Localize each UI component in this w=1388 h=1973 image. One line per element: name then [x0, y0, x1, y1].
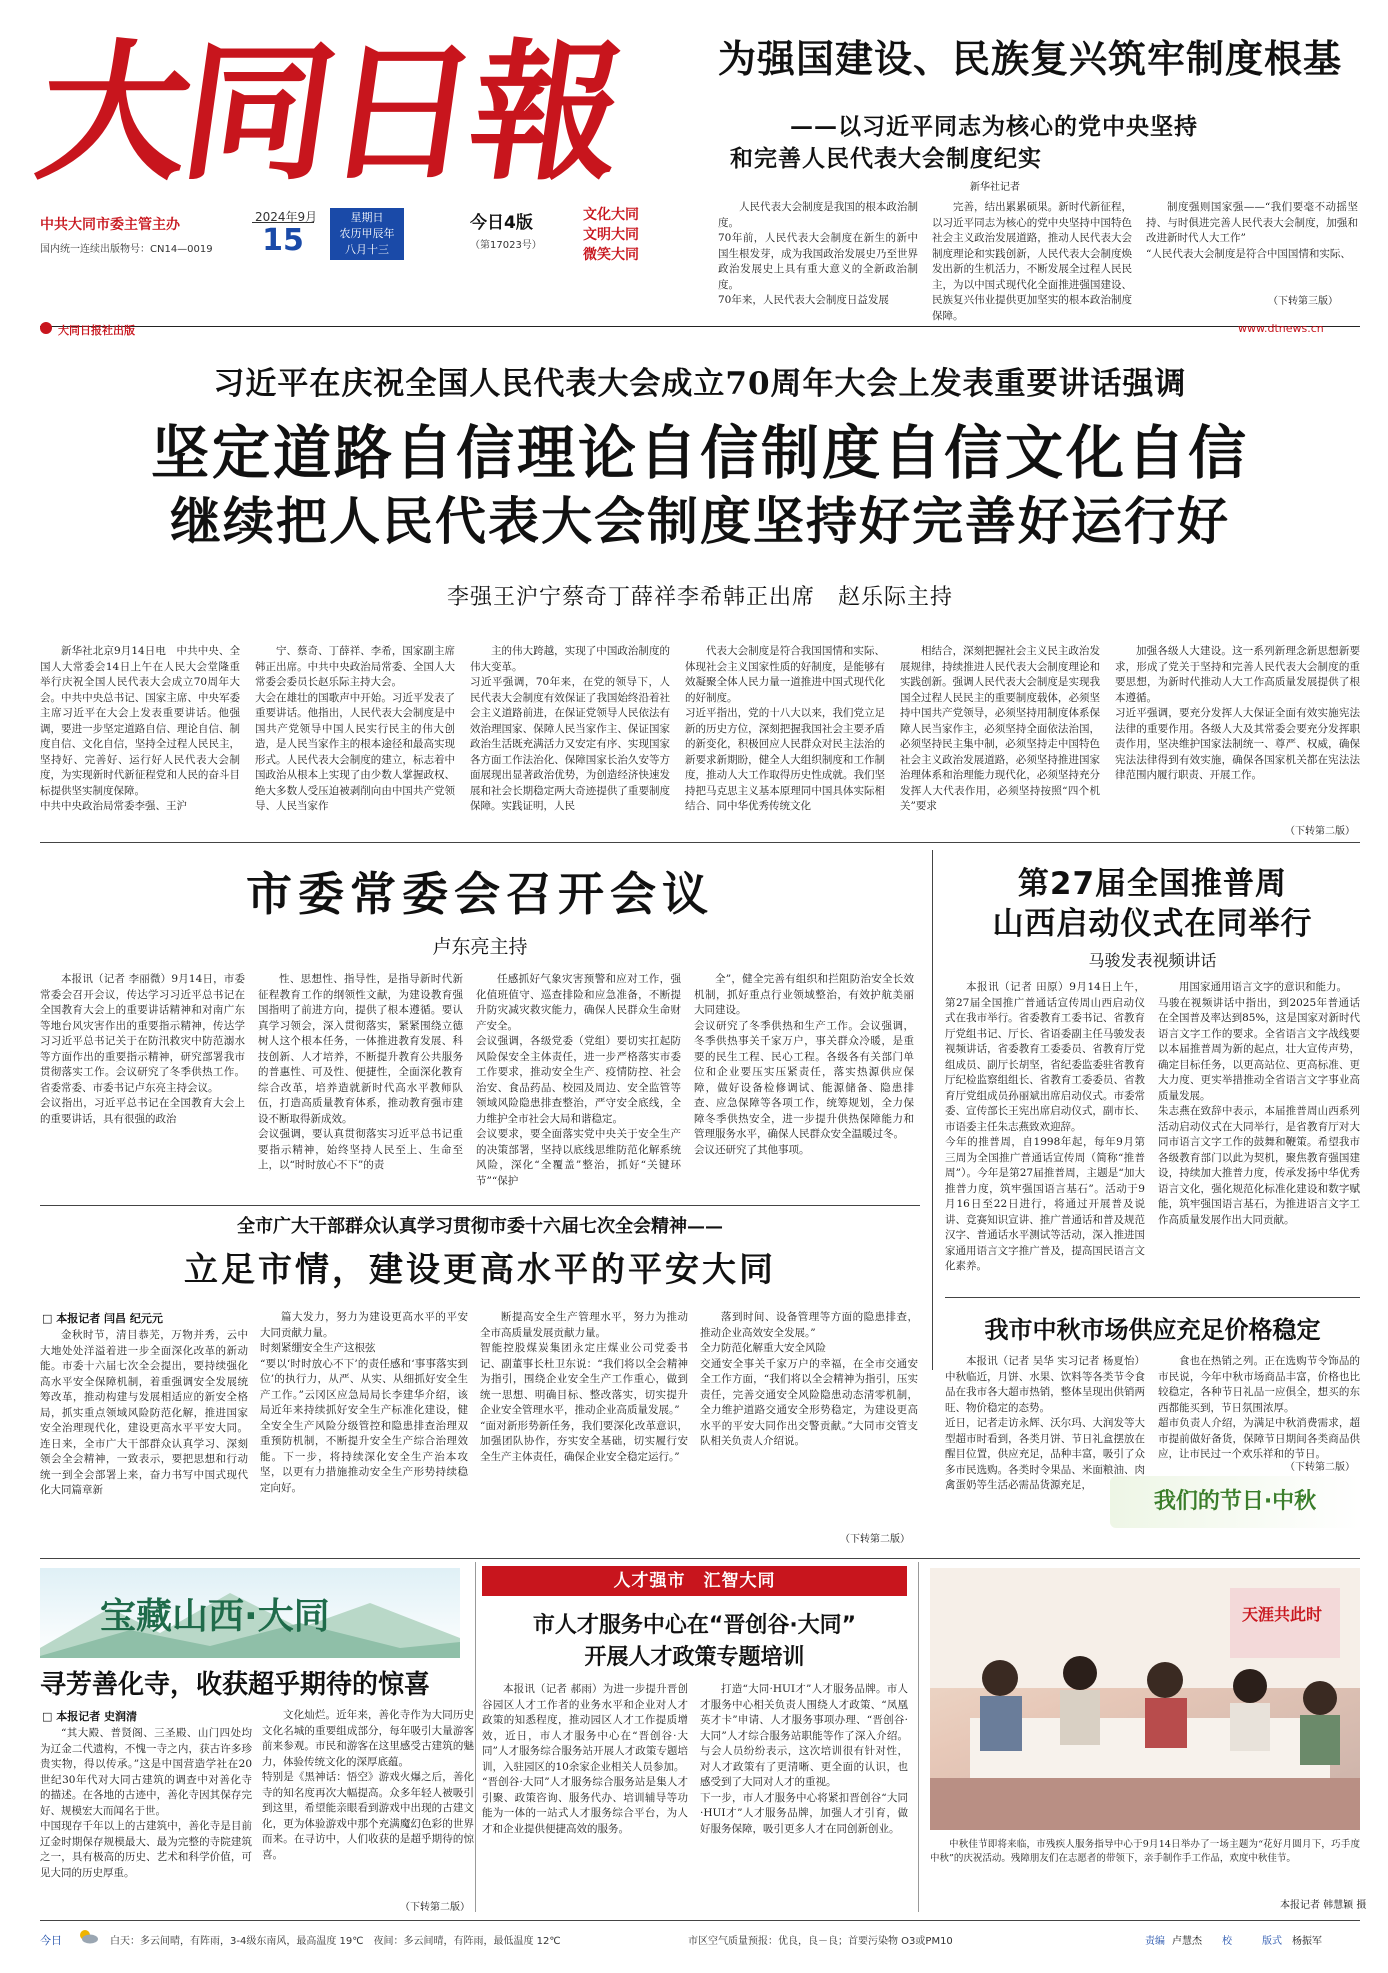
- safety-jump: （下转第二版）: [840, 1534, 910, 1545]
- committee-col1: [40, 972, 245, 1197]
- footer-design-label: 版式: [1262, 1936, 1282, 1947]
- safety-col2-text: 篇大发力，努力为建设更高水平的平安大同贡献力量。 时刻紧绷安全生产这根弦 “要以‘时时放心不下’的责任感和‘事事落实到位’的执行力，从严、从实、从细抓好安全生产工作。”云冈区应急局局长李建华介绍，该局近年来持续抓好安全生产标准化建设，健全安全生产风险分级管控和隐患排查治理双重预防机制，不断提升安全生产综合治理效能。下一步，将持续深化安全生产治本攻坚，以更有力措施推动安全生产形势持续稳定向好。: [260, 1311, 468, 1494]
- person-head: [982, 1660, 1018, 1696]
- treasure-banner-text: 宝藏山西·大同: [100, 1596, 330, 1637]
- press-name: 大同日报社出版: [58, 324, 135, 337]
- person-head: [1147, 1662, 1183, 1698]
- top-story-subtitle-2: 和完善人民代表大会制度纪实: [730, 145, 1042, 172]
- person-body: [980, 1696, 1022, 1751]
- lead-col1-text: 新华社北京9月14日电 中共中央、全国人大常委会14日上午在人民大会堂隆重举行庆祝全国人民代表大会成立70周年大会。中共中央总书记、国家主席、中央军委主席习近平在大会上发表重要讲话。他强调，要进一步坚定道路自信、理论自信、制度自信、文化自信，坚持全过程人民民主，坚持好、完善好、运行好人民代表大会制度，为实现新时代新征程党和人民的奋斗目标提供坚实制度保障。 中共中央政治局常委李强、王沪: [40, 645, 240, 812]
- committee-col4: [694, 972, 914, 1197]
- treasure-byline: □ 本报记者 史润清: [42, 1710, 138, 1723]
- safety-col4: [700, 1310, 918, 1530]
- safety-col1-text: 金秋时节，清目恭芜，万物并秀，云中大地处处洋溢着进一步全面深化改革的新动能。市委十六届七次全会提出，要持续强化高水平安全保障机制，着重强调安全发展统筹改革，推动构建与发展相适应的新安全格局，抓实重点领域风险防范化解，推进国家安全治理现代化，建设更高水平平安大同。连日来，全市广大干部群众认真学习、深刻领会全会精神，一致表示，要把思想和行动统一到全会部署上来，奋力书写中国式现代化大同篇章新: [40, 1329, 248, 1496]
- lead-headline-2: 继续把人民代表大会制度坚持好完善好运行好: [169, 493, 1230, 552]
- person-body: [1230, 1703, 1270, 1751]
- treasure-banner: [40, 1568, 460, 1658]
- weekday: 星期日: [350, 211, 384, 224]
- person-body: [1145, 1698, 1187, 1748]
- treasure-col1: [40, 1726, 252, 1911]
- mid-autumn-col2: [1158, 1354, 1360, 1460]
- committee-title: 市委常委会召开会议: [246, 867, 714, 921]
- talent-col2: [700, 1682, 908, 1904]
- date-box: [252, 222, 314, 259]
- lead-jump: （下转第二版）: [1285, 826, 1355, 837]
- lead-kicker: 习近平在庆祝全国人民代表大会成立70周年大会上发表重要讲话强调: [213, 366, 1187, 402]
- talent-col2-text: 打造“大同·HUI才”人才服务品牌。市人才服务中心相关负责人围绕人才政策、“凤凰英才卡”申请、人才服务事项办理、“晋创谷·大同”人才综合服务站职能等作了深入介绍。与会人员纷纷表示，这次培训很有针对性，对人才政策有了更清晰、更全面的认识，也感受到了大同对人才的重视。 下一步，市人才服务中心将紧扣晋创谷“大同·HUI才”人才服务品牌，加强人才引育，做好服务保障，吸引更多人才在同创新创业。: [700, 1683, 908, 1835]
- committee-subtitle: 卢东亮主持: [432, 936, 528, 958]
- lead-attendees: 李强王沪宁蔡奇丁薛祥李希韩正出席 赵乐际主持: [446, 585, 953, 610]
- putonghua-subtitle: 马骏发表视频讲话: [1088, 951, 1217, 970]
- top-story-title: 为强国建设、民族复兴筑牢制度根基: [718, 36, 1343, 81]
- slogan-culture: 文化大同: [583, 207, 639, 223]
- lunar-day: 八月十三: [345, 243, 389, 256]
- photo-caption: [930, 1838, 1360, 1896]
- top-story-col1: [718, 200, 918, 305]
- top-story-col1-text: 人民代表大会制度是我国的根本政治制度。 70年前，人民代表大会制度在新生的新中国生根发芽，成为我国政治发展史乃至世界政治发展史上具有重大意义的全新政治制度。 70年来，人民代表大会制度日益发展: [718, 201, 918, 306]
- safety-col1: [40, 1328, 248, 1543]
- publisher: 中共大同市委主管主办: [40, 217, 180, 233]
- press-logo-icon: [40, 322, 52, 334]
- top-story-col2-text: 完善，结出累累硕果。新时代新征程，以习近平同志为核心的党中央坚持中国特色社会主义政治发展道路，推动人民代表大会制度理论和实践创新，人民代表大会制度焕发出新的生机活力，不断发展全过程人民民主，为以中国式现代化全面推进强国建设、民族复兴伟业提供更加坚实的根本政治制度保障。: [932, 201, 1132, 322]
- footer-design: 杨振军: [1292, 1936, 1322, 1947]
- talent-title-2: 开展人才政策专题培训: [584, 1645, 805, 1670]
- weekday-box: [330, 208, 404, 260]
- person-head: [1303, 1681, 1337, 1715]
- safety-col2: [260, 1310, 468, 1543]
- treasure-col1-text: “其大殿、普贤阁、三圣殿、山门四处均为辽金二代遗构，不愧一寺之内，获古许多珍贵实物，得以传承。”这是中国营造学社在20世纪30年代对大同古建筑的调查中对善化寺的描述。在各地的古迹中，善化寺因其保存完好、规模宏大而闻名于世。 中国现存千年以上的古建筑中，善化寺是目前辽金时期保存规模最大、最为完整的寺院建筑之一，具有极高的历史、艺术和科学价值，可见大同的历史厚重。: [40, 1727, 252, 1879]
- cloud-sun-icon: [78, 1928, 98, 1944]
- mid-autumn-jump: （下转第二版）: [1285, 1462, 1355, 1473]
- footer-weather: 白天：多云间晴，有阵雨，3-4级东南风，最高温度 19℃ 夜间：多云间晴，有阵雨，最低温度 12℃: [110, 1936, 561, 1947]
- slogan-civilized: 文明大同: [583, 227, 639, 243]
- top-story-byline: 新华社记者: [970, 182, 1020, 193]
- person-body: [1060, 1690, 1100, 1745]
- lead-col5-text: 相结合，深刻把握社会主义民主政治发展规律，持续推进人民代表大会制度理论和实践创新。强调人民代表大会制度是实现我国全过程人民民主的重要制度载体，必须坚持中国共产党领导，必须坚持用制度体系保障人民当家作主，必须坚持全面依法治国，必须坚持民主集中制，必须坚持走中国特色社会主义政治发展道路，必须坚持推进国家治理体系和治理能力现代化，必须坚持充分发挥人大代表作用，必须坚持按照“四个机关”要求: [900, 645, 1100, 812]
- person-head: [1063, 1656, 1097, 1690]
- treasure-jump: （下转第二版）: [400, 1902, 470, 1913]
- mid-autumn-badge-text: 我们的节日·中秋: [1153, 1489, 1317, 1514]
- safety-byline: □ 本报记者 闫昌 纪元元: [42, 1312, 163, 1325]
- footer-today: 今日: [40, 1934, 62, 1947]
- committee-col1-text: 本报讯（记者 李丽微）9月14日，市委常委会召开会议，传达学习习近平总书记在全国教育大会上的重要讲话精神和对南广东等地台风灾害作出的重要指示精神，传达学习习近平总书记关于在防汛救灾中防范溺水等方面作出的重要指示精神，研究部署我市贯彻落实工作。会议研究了冬季供热工作。省委常委、市委书记卢东亮主持会议。 会议指出，习近平总书记在全国教育大会上的重要讲话，具有很强的政治: [40, 973, 245, 1125]
- event-photo: [930, 1568, 1360, 1830]
- footer-editor-label: 责编: [1145, 1936, 1165, 1947]
- top-story-col3: [1146, 200, 1358, 292]
- photo-caption-text: 中秋佳节即将来临，市残疾人服务指导中心于9月14日举办了一场主题为“花好月圆月下，巧手度中秋”的庆祝活动。残障朋友们在志愿者的带领下，亲手制作手工作品，欢度中秋佳节。: [930, 1839, 1360, 1864]
- lead-col1: [40, 644, 240, 834]
- photo-banner-text: 天涯共此时: [1242, 1605, 1323, 1624]
- lead-headline-1: 坚定道路自信理论自信制度自信文化自信: [150, 419, 1249, 487]
- lead-col4-text: 代表大会制度是符合我国国情和实际、体现社会主义国家性质的好制度，是能够有效凝聚全体人民力量一道推进中国式现代化的好制度。 习近平指出，党的十八大以来，我们党立足新的历史方位，深刻把握我国社会主要矛盾的新变化，积极回应人民群众对民主法治的新要求新期盼，健全人大组织制度和工作制度，推动人大工作取得历史性成就。我们坚持把马克思主义基本原理同中国具体实际相结合、同中华优秀传统文化: [685, 645, 885, 812]
- committee-col4-text: 全”，健全完善有组织和拦阻防治安全长效机制，抓好重点行业领域整治，有效护航美丽大同建设。 会议研究了冬季供热和生产工作。会议强调，冬季供热事关千家万户，事关群众冷暖，是重要的民生工程、民心工程。各级各有关部门单位和企业要压实压紧责任，落实热源供应保障，做好设备检修调试、能源储备、隐患排查、应急保障等各项工作，统筹规划，全力保障冬季供热安全，进一步提升供热保障能力和管理服务水平，确保人民群众安全温暖过冬。 会议还研究了其他事项。: [694, 973, 914, 1156]
- slogan-smile: 微笑大同: [583, 247, 639, 263]
- footer-editor: 卢慧杰: [1172, 1936, 1202, 1947]
- safety-col4-text: 落到时间、设备管理等方面的隐患排查，推动企业高效安全发展。” 全力防范化解重大安全风险 交通安全事关千家万户的幸福，在全市交通安全工作方面，“我们将以全会精神为指引，压实责任，完善交通安全风险隐患动态清零机制，全力维护道路交通安全形势稳定，为建设更高水平的平安大同作出交警贡献。”大同市交管支队相关负责人介绍说。: [700, 1311, 918, 1447]
- issue-date-ym: 2024年9月: [255, 210, 318, 224]
- putonghua-title-2: 山西启动仪式在同举行: [992, 906, 1313, 942]
- talent-col1-text: 本报讯（记者 郝雨）为进一步提升晋创谷园区人才工作者的业务水平和企业对人才政策的知悉程度，推动园区人才工作提质增效，近日，市人才服务中心在“晋创谷·大同”人才服务综合服务站开展人才政策专题培训，入驻园区的10余家企业相关人员参加。 “晋创谷·大同”人才服务综合服务站是集人才引聚、政策咨询、服务代办、培训辅导等功能为一体的一站式人才服务综合平台，为人才和企业提供便捷高效的服务。: [482, 1683, 688, 1835]
- lead-col6: [1115, 644, 1360, 824]
- footer-air-quality: 市区空气质量预报：优良，良－良；首要污染物 O3或PM10: [688, 1936, 953, 1947]
- mid-autumn-col2-text: 食也在热销之列。正在选购节令饰品的市民说，今年中秋市场商品丰富，价格也比较稳定，各种节日礼品一应俱全，想买的东西都能买到，节日氛围浓厚。 超市负责人介绍，为满足中秋消费需求，超市提前做好备货，保障节日期间各类商品供应，让市民过一个欢乐祥和的节日。: [1158, 1355, 1360, 1460]
- talent-banner: [482, 1566, 907, 1596]
- top-story-col2: [932, 200, 1132, 322]
- putonghua-col2-text: 用国家通用语言文字的意识和能力。 马骏在视频讲话中指出，到2025年普通话在全国普及率达到85%，这是国家对新时代语言文字工作的要求。全省语言文字战线要以本届推普周为新的起点，壮大宣传声势，确定目标任务，以更高站位、更高标准、更大力度、更实举措推动全省语言文字事业高质量发展。 朱志燕在致辞中表示，本届推普周山西系列活动启动仪式在大同举行，是省教育厅对大同市语言文字工作的鼓舞和鞭策。希望我市各级教育部门以此为契机，聚焦教育强国建设，持续加大推普力度，传承发扬中华优秀语言文化，强化规范化标准化建设和数字赋能，筑牢强国语言基石，为推进语言文字工作高质量发展作出大同贡献。: [1158, 981, 1360, 1226]
- photo-floor: [930, 1778, 1360, 1830]
- mid-autumn-col1-text: 本报讯（记者 吴华 实习记者 杨夏怡）中秋临近，月饼、水果、饮料等各类节令食品在我市各大超市热销，整体呈现出供销两旺、物价稳定的态势。 近日，记者走访永辉、沃尔玛、大润发等大型超市时看到，各类月饼、节日礼盒摆放在醒目位置，供应充足，品种丰富，吸引了众多市民选购。各类时令果品、米面粮油、肉禽蛋奶等生活必需品货源充足，: [945, 1355, 1145, 1491]
- committee-col2: [258, 972, 463, 1197]
- mid-autumn-title: 我市中秋市场供应充足价格稳定: [984, 1316, 1321, 1344]
- top-story-subtitle-1: ——以习近平同志为核心的党中央坚持: [790, 113, 1198, 140]
- talent-banner-text: 人才强市 汇智大同: [613, 1571, 776, 1591]
- issue-day: 15: [262, 223, 304, 258]
- masthead-logo: 大同日報: [27, 25, 629, 201]
- person-body: [1300, 1715, 1340, 1765]
- lead-col3-text: 主的伟大跨越，实现了中国政治制度的伟大变革。 习近平强调，70年来，在党的领导下，人民代表大会制度有效保证了我国始终沿着社会主义道路前进，在保证党领导人民依法有效治理国家、保障人民当家作主、保证国家政治生活既充满活力又安定有序、实现国家各方面工作法治化、保障国家长治久安等方面展现出显著政治优势，为创造经济快速发展和社会长期稳定两大奇迹提供了重要制度保障。实践证明，人民: [470, 645, 670, 812]
- safety-col3: [480, 1310, 688, 1543]
- city-slogans: [583, 205, 639, 265]
- safety-col3-text: 断提高安全生产管理水平，努力为推动全市高质量发展贡献力量。 智能控股煤炭集团永定庄煤业公司党委书记、副董事长杜卫东说：“我们将以全会精神为指引，围绕企业安全生产工作重心，做到统一思想、明确目标、整改落实，切实提升企业安全管理水平，推动企业高质量发展。” “面对新形势新任务，我们要深化改革意识，加强团队协作，夯实安全基础，切实履行安全生产主体责任，确保企业安全稳定运行。”: [480, 1311, 688, 1463]
- lead-col4: [685, 644, 885, 834]
- person-head: [1233, 1669, 1267, 1703]
- issue-number: （第17023号）: [470, 240, 542, 251]
- lead-col3: [470, 644, 670, 834]
- lead-col2: [255, 644, 455, 834]
- talent-title-1: 市人才服务中心在“晋创谷·大同”: [532, 1613, 857, 1638]
- cn-number: 国内统一连续出版物号：CN14—0019: [40, 244, 213, 255]
- putonghua-col1-text: 本报讯（记者 田原）9月14日上午，第27届全国推广普通话宣传周山西启动仪式在我市举行。省委教育工委书记、省教育厅党组书记、厅长、省语委副主任马骏发表视频讲话，省委教育工委委员、省教育厅党组成员、副厅长胡坚，省纪委监委驻省教育厅纪检监察组组长、省教育工委委员、省教育厅党组成员孙丽斌出席启动仪式。市委常委、宣传部长王宪出席启动仪式，副市长、市语委主任朱志燕致欢迎辞。 今年的推普周，自1998年起，每年9月第三周为全国推广普通话宣传周（简称“推普周”）。今年是第27届推普周，主题是“加大推普力度，筑牢强国语言基石”。活动于9月16日至22日进行，将通过开展普及说讲、竞赛知识宣讲、推广普通话和普及规范汉字、普通话水平测试等活动，深入推进国家通用语言文字推广普及，提高国民语言文化素养。: [945, 981, 1145, 1272]
- talent-col1: [482, 1682, 688, 1904]
- top-story-col3-text: 制度强则国家强——“我们要毫不动摇坚持、与时俱进完善人民代表大会制度，加强和改进新时代人大工作” “人民代表大会制度是符合中国国情和实际、: [1146, 201, 1358, 260]
- treasure-col2-text: 文化灿烂。近年来，善化寺作为大同历史文化名城的重要组成部分，每年吸引大量游客前来参观。市民和游客在这里感受古建筑的魅力，体验传统文化的深厚底蕴。 特别是《黑神话：悟空》游戏火爆之后，善化寺的知名度再次大幅提高。众多年轻人被吸引到这里，希望能亲眼看到游戏中出现的古建文化，更为体验游戏中那个充满魔幻色彩的世界而来。在寻访中，人们收获的是超乎期待的惊喜。: [262, 1709, 474, 1861]
- photo-credit: 本报记者 韩慧颖 摄: [1280, 1900, 1367, 1911]
- footer-proof-label: 校: [1222, 1936, 1232, 1947]
- top-story-jump: （下转第三版）: [1268, 296, 1338, 307]
- safety-kicker: 全市广大干部群众认真学习贯彻市委十六届七次全会精神——: [237, 1216, 723, 1237]
- lead-col2-text: 宁、蔡奇、丁薛祥、李希，国家副主席韩正出席。中共中央政治局常委、全国人大常委会委员长赵乐际主持大会。 大会在雄壮的国歌声中开始。习近平发表了重要讲话。他指出，人民代表大会制度是中国共产党领导中国人民实行民主的伟大创造，是人民当家作主的根本途径和最高实现形式。人民代表大会制度的建立，标志着中国政治从根本上实现了由少数人掌握政权、绝大多数人受压迫被剥削向由中国共产党领导、人民当家作: [255, 645, 455, 812]
- lunar-year: 农历甲辰年: [339, 227, 395, 240]
- safety-title: 立足市情，建设更高水平的平安大同: [184, 1250, 776, 1290]
- treasure-col2: [262, 1708, 474, 1898]
- website-link[interactable]: www.dtnews.cn: [1238, 322, 1324, 335]
- treasure-title: 寻芳善化寺，收获超乎期待的惊喜: [40, 1670, 431, 1700]
- committee-col3: [476, 972, 681, 1197]
- committee-col2-text: 性、思想性、指导性，是指导新时代新征程教育工作的纲领性文献，为建设教育强国指明了前进方向，提供了根本遵循。要认真学习领会，深入贯彻落实，紧紧围绕立德树人这个根本任务，一体推进教育发展、科技创新、人才培养，不断提升教育公共服务的普惠性、可及性、便捷性，全面深化教育综合改革，培养造就新时代高水平教师队伍，打造高质量教育体系，推动教育强市建设不断取得新成效。 会议强调，要认真贯彻落实习近平总书记重要指示精神，始终坚持人民至上、生命至上，以“时时放心不下”的责: [258, 973, 463, 1171]
- lead-col6-text: 加强各级人大建设。这一系列新理念新思想新要求，形成了党关于坚持和完善人民代表大会制度的重要思想，为新时代推动人大工作高质量发展提供了根本遵循。 习近平强调，要充分发挥人大保证全面有效实施宪法法律的重要作用。各级人大及其常委会要充分发挥职责作用，坚决维护国家法制统一、尊严、权威，确保宪法法律得到有效实施，确保各国家机关都在宪法法律范围内履行职责、开展工作。: [1115, 645, 1360, 781]
- putonghua-title-1: 第27届全国推普周: [1017, 866, 1288, 902]
- committee-col3-text: 任感抓好气象灾害预警和应对工作，强化值班值守、巡查排险和应急准备，不断提升防灾减灾救灾能力，确保人民群众生命财产安全。 会议强调，各级党委（党组）要切实扛起防风险保安全主体责任，进一步严格落实市委工作要求，推动安全生产、疫情防控、社会治安、食品药品、校园及周边、安全监管等领域风险隐患排查整治，严守安全底线，全力维护全市社会大局和谐稳定。 会议要求，要全面落实党中央关于安全生产的决策部署，坚持以底线思维防范化解系统风险，深化“全覆盖”整治，抓好“关键环节”“保护: [476, 973, 681, 1187]
- mid-autumn-badge: [1110, 1476, 1360, 1528]
- lead-col5: [900, 644, 1100, 834]
- page-count: 今日4版: [470, 213, 533, 233]
